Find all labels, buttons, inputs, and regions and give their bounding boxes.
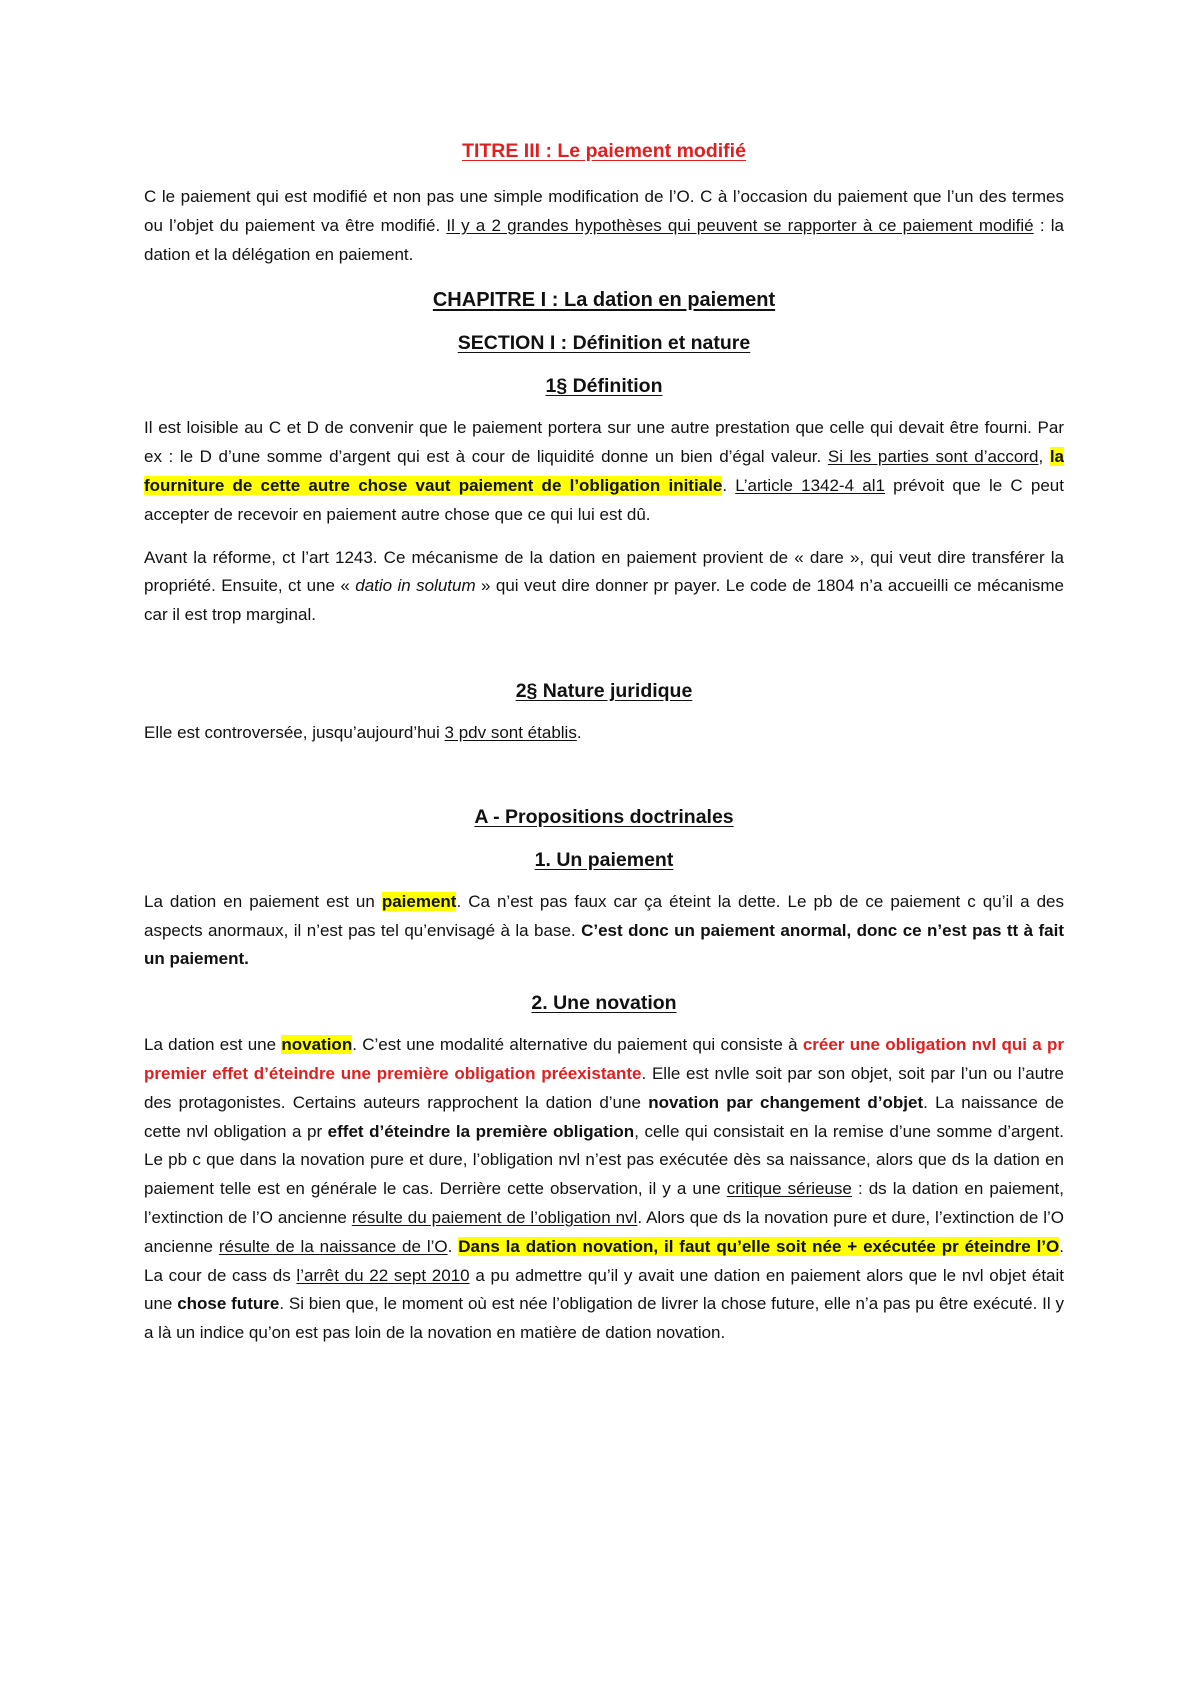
chapter-heading: CHAPITRE I : La dation en paiement (432, 289, 776, 312)
definition-heading: 1§ Définition (545, 375, 663, 398)
underlined-text: critique sérieuse (726, 1179, 852, 1199)
text-run: prévoit que le C peut accepter de recevoir en paiement autre chose que ce qui lui est dû. (144, 475, 1064, 524)
article-reference: L’article 1342-4 al1 (735, 475, 885, 495)
nature-paragraph (144, 719, 1064, 748)
intro-text-end: : la dation et la délégation en paiement. (144, 215, 1064, 264)
history-paragraph (144, 544, 1064, 630)
underlined-text: 3 pdv sont établis (444, 722, 577, 742)
text-run: , celle qui consistait en la remise d’une somme d’argent. Le pb c que dans la novation pure et dure, l’obligation nvl n’est pas exécutée dès sa naissance, alors que ds la dation en paiement telle est en générale le cas. Derrière cette observation, il y a une (144, 1121, 1064, 1199)
text-run: Il est loisible au C et D de convenir que le paiement portera sur une autre prestation que celle qui devait être fourni. Par ex : le D d’une somme d’argent qui est à cour de liquidité donne un bien d’égal valeur. (144, 418, 1064, 467)
paiement-subheading: 1. Un paiement (534, 848, 674, 871)
text-run: , (1038, 447, 1050, 467)
text-run: . Alors que ds la novation pure et dure, l’extinction de l’O ancienne (144, 1207, 1064, 1256)
underlined-text: Si les parties sont d’accord (827, 447, 1039, 467)
text-run: Elle est controversée, jusqu’aujourd’hui (144, 722, 445, 742)
novation-paragraph (144, 1031, 1064, 1348)
text-run: . (447, 1236, 459, 1256)
underlined-text: résulte de la naissance de l’O (218, 1236, 448, 1256)
intro-underlined-text: Il y a 2 grandes hypothèses qui peuvent se rapporter à ce paiement modifié (446, 215, 1034, 235)
nature-heading: 2§ Nature juridique (515, 679, 693, 702)
underlined-text: résulte du paiement de l’obligation nvl (351, 1207, 638, 1227)
text-run: . C’est une modalité alternative du paiement qui consiste à (352, 1035, 803, 1055)
text-run: : ds la dation en paiement, l’extinction de l’O ancienne (144, 1179, 1065, 1227)
text-run: . Si bien que, le moment où est née l’obligation de livrer la chose future, elle n’a pas pu être exécuté. Il y a là un indice qu’on est pas loin de la novation en matière de dation novation. (144, 1294, 1064, 1343)
text-run: » qui veut dire donner pr payer. Le code de 1804 n’a accueilli ce mécanisme car il est trop marginal. (144, 576, 1064, 625)
text-run: . La cour de cass ds (144, 1236, 1064, 1285)
title-heading: TITRE III : Le paiement modifié (462, 140, 746, 162)
red-bold-text: créer une obligation nvl qui a pr premier effet d’éteindre une première obligation préexistante (144, 1035, 1065, 1083)
court-decision-reference: l’arrêt du 22 sept 2010 (296, 1265, 470, 1285)
bold-text: effet d’éteindre la première obligation (327, 1121, 635, 1141)
italic-text: datio in solutum (355, 576, 476, 596)
document-content (144, 140, 1064, 1348)
definition-paragraph (144, 414, 1064, 529)
text-run: Avant la réforme, ct l’art 1243. Ce mécanisme de la dation en paiement provient de « dare », qui veut dire transférer la propriété. Ensuite, ct une « (144, 547, 1064, 596)
highlighted-text: Dans la dation novation, il faut qu’elle soit née + exécutée pr éteindre l’O (458, 1236, 1060, 1256)
text-run: La dation en paiement est un (144, 891, 382, 911)
novation-subheading: 2. Une novation (531, 992, 677, 1015)
propositions-heading: A - Propositions doctrinales (474, 805, 734, 828)
text-run: . Elle est nvlle soit par son objet, soit par l’un ou l’autre des protagonistes. Certains auteurs rapprochent la dation d’une (144, 1063, 1065, 1112)
bold-text: novation par changement d’objet (648, 1092, 924, 1112)
intro-text: C le paiement qui est modifié et non pas une simple modification de l’O. C à l’occasion du paiement que l’un des termes ou l’objet du paiement va être modifié. (144, 187, 1064, 235)
highlighted-text: la fourniture de cette autre chose vaut paiement de l’obligation initiale (144, 447, 1065, 495)
text-run: . La naissance de cette nvl obligation a pr (144, 1092, 1064, 1141)
text-run: La dation est une (144, 1035, 282, 1055)
paiement-paragraph (144, 888, 1064, 974)
section-heading: SECTION I : Définition et nature (457, 332, 751, 355)
bold-text: chose future (177, 1294, 280, 1314)
intro-paragraph (144, 183, 1064, 269)
highlighted-text: novation (281, 1035, 353, 1055)
bold-text: C’est donc un paiement anormal, donc ce n’est pas tt à fait un paiement. (144, 920, 1064, 969)
text-run: a pu admettre qu’il y avait une dation en paiement alors que le nvl objet était une (144, 1265, 1064, 1314)
text-run: . (722, 475, 736, 495)
text-run: . Ca n’est pas faux car ça éteint la dette. Le pb de ce paiement c qu’il a des aspects anormaux, il n’est pas tel qu’envisagé à la base. (144, 891, 1064, 940)
highlighted-text: paiement (381, 891, 457, 911)
text-run: . (576, 722, 582, 742)
